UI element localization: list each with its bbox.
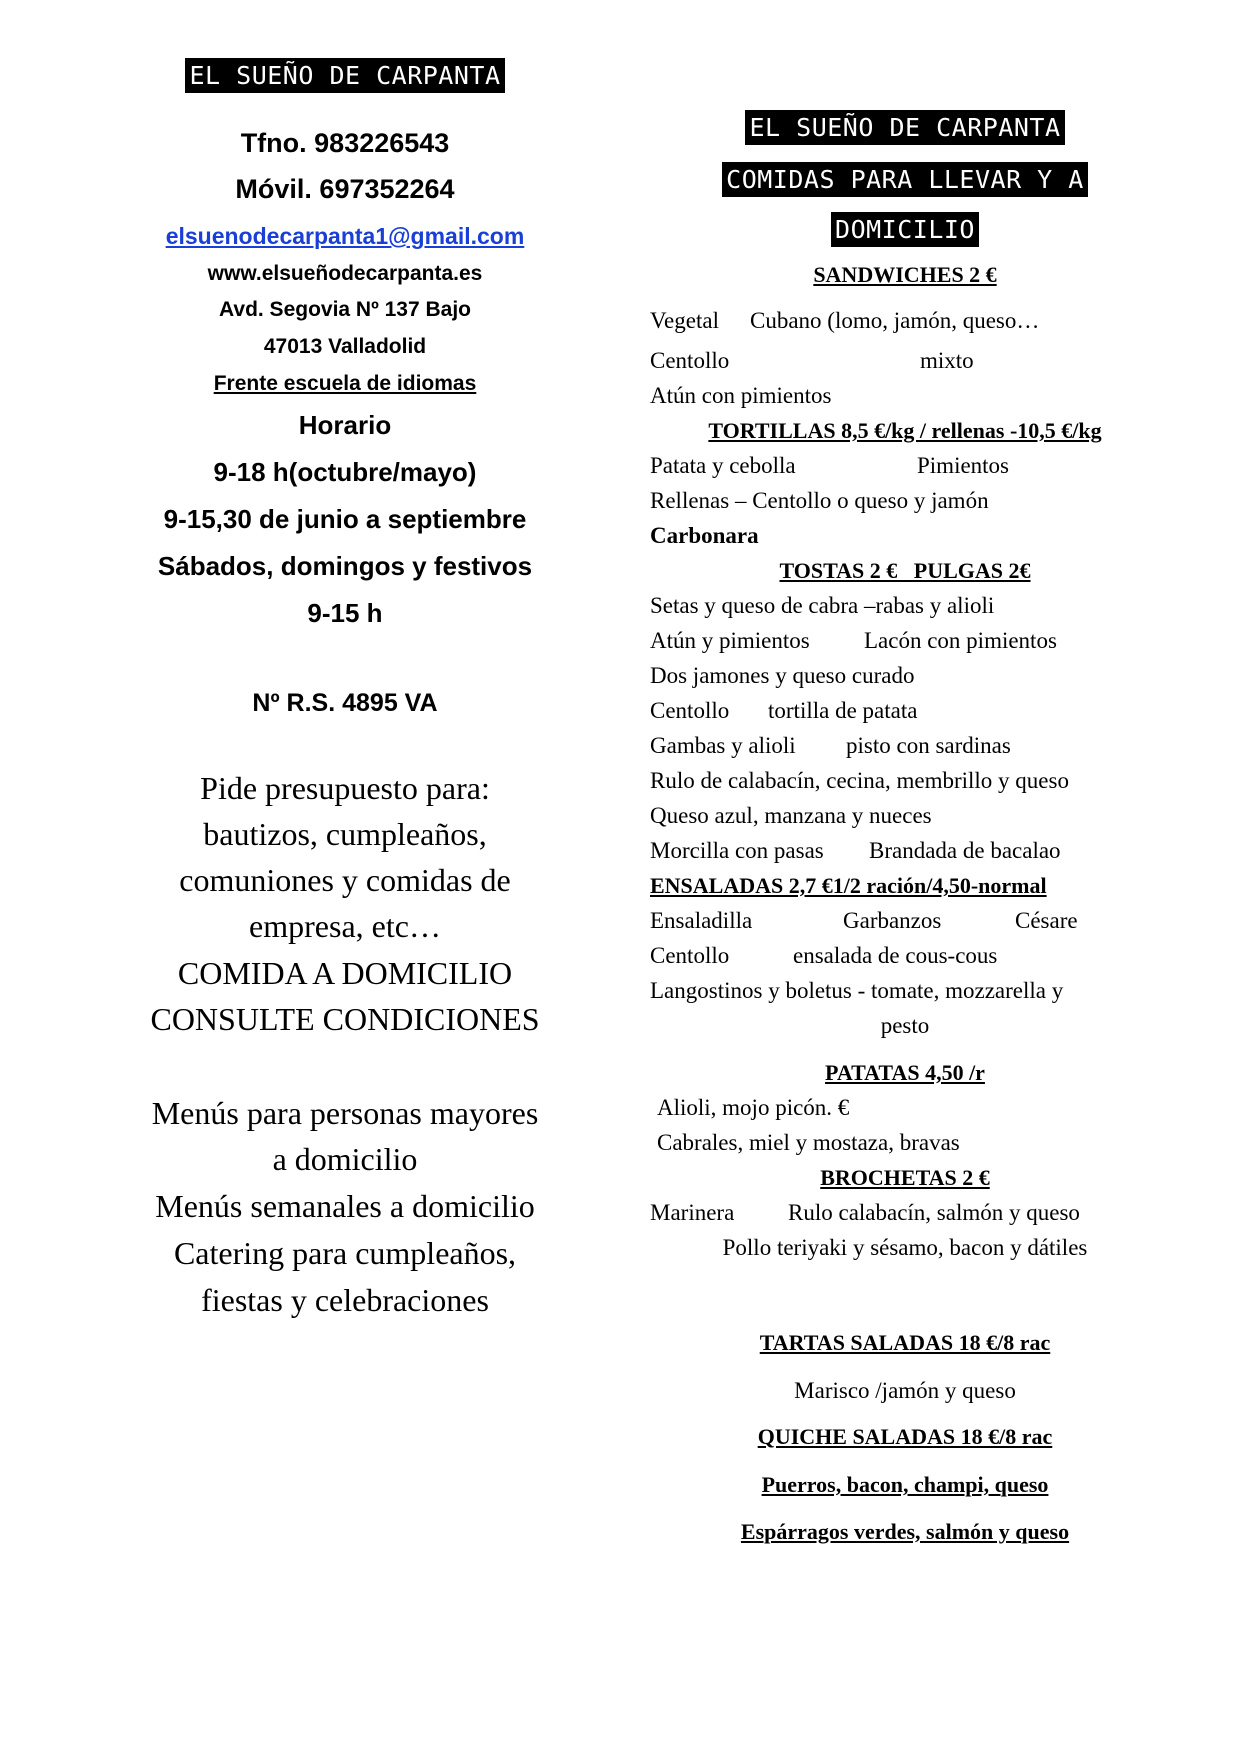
tosta-setas: Setas y queso de cabra –rabas y alioli (650, 593, 995, 618)
website[interactable]: www.elsueñodecarpanta.es (207, 262, 483, 285)
hours-line-2: 9-15,30 de junio a septiembre (163, 504, 527, 534)
tosta-gambas: Gambas y alioli (650, 733, 796, 758)
tosta-morcilla: Morcilla con pasas (650, 838, 824, 863)
tarta-marisco: Marisco /jamón y queso (794, 1378, 1016, 1403)
tortilla-carbonara: Carbonara (650, 523, 759, 548)
quiche-puerros: Puerros, bacon, champi, queso (761, 1472, 1049, 1497)
tosta-brandada: Brandada de bacalao (869, 838, 1061, 863)
ensaladas-heading: ENSALADAS 2,7 €1/2 ración/4,50-normal (650, 873, 1047, 898)
brocheta-pollo: Pollo teriyaki y sésamo, bacon y dátiles (722, 1235, 1088, 1260)
rs-number: Nº R.S. 4895 VA (252, 689, 438, 717)
tostas-heading: TOSTAS 2 € PULGAS 2€ (779, 558, 1031, 583)
brochetas-heading: BROCHETAS 2 € (820, 1165, 990, 1190)
tosta-atun: Atún y pimientos (650, 628, 810, 653)
patatas-alioli: Alioli, mojo picón. € (657, 1095, 850, 1120)
tortilla-patata: Patata y cebolla (650, 453, 796, 478)
service-line-4: Catering para cumpleaños, (173, 1235, 517, 1271)
tartas-heading: TARTAS SALADAS 18 €/8 rac (759, 1330, 1051, 1355)
ensalada-centollo: Centollo (650, 943, 730, 968)
sandwich-cubano: Cubano (lomo, jamón, queso… (750, 308, 1040, 333)
tosta-queso-azul: Queso azul, manzana y nueces (650, 803, 932, 828)
promo-line-6: CONSULTE CONDICIONES (150, 1001, 540, 1037)
sandwich-atun: Atún con pimientos (650, 383, 832, 408)
tortilla-rellenas: Rellenas – Centollo o queso y jamón (650, 488, 989, 513)
hours-line-4: 9-15 h (307, 598, 383, 628)
sandwich-vegetal: Vegetal (650, 308, 719, 333)
tortilla-pimientos: Pimientos (917, 453, 1010, 478)
hours-line-1: 9-18 h(octubre/mayo) (213, 457, 477, 487)
address-line-1: Avd. Segovia Nº 137 Bajo (219, 298, 471, 321)
title-badge-2-wrap (650, 162, 1160, 197)
tosta-tortilla: tortilla de patata (768, 698, 918, 723)
hours-title: Horario (298, 410, 392, 440)
ensalada-cous-cous: ensalada de cous-cous (793, 943, 998, 968)
patatas-heading: PATATAS 4,50 /r (825, 1060, 985, 1085)
sandwich-mixto: mixto (920, 348, 974, 373)
tosta-rulo: Rulo de calabacín, cecina, membrillo y queso (650, 768, 1069, 793)
ensalada-cesare: Césare (1015, 908, 1078, 933)
service-line-3: Menús semanales a domicilio (155, 1188, 535, 1224)
title-badge-1-wrap (650, 110, 1160, 145)
hours-line-3: Sábados, domingos y festivos (157, 551, 533, 581)
title-line-3: DOMICILIO (831, 212, 979, 247)
email-link[interactable]: elsuenodecarpanta1@gmail.com (165, 223, 525, 249)
ensalada-garbanzos: Garbanzos (843, 908, 942, 933)
promo-line-4: empresa, etc… (249, 908, 441, 944)
email-link-wrap (95, 223, 595, 250)
service-line-2: a domicilio (272, 1141, 418, 1177)
tosta-pisto: pisto con sardinas (846, 733, 1011, 758)
brocheta-marinera: Marinera (650, 1200, 735, 1225)
tosta-dos-jamones: Dos jamones y queso curado (650, 663, 915, 688)
tosta-centollo: Centollo (650, 698, 730, 723)
address-line-2: 47013 Valladolid (263, 335, 427, 358)
promo-line-3: comuniones y comidas de (179, 862, 511, 898)
title-badge-3-wrap (650, 212, 1160, 247)
promo-line-1: Pide presupuesto para: (200, 770, 490, 806)
quiche-heading: QUICHE SALADAS 18 €/8 rac (757, 1424, 1053, 1449)
ensalada-pesto: pesto (880, 1013, 930, 1038)
title-line-2: COMIDAS PARA LLEVAR Y A (722, 162, 1088, 197)
promo-line-5: COMIDA A DOMICILIO (177, 955, 513, 991)
brand-name: EL SUEÑO DE CARPANTA (185, 58, 504, 93)
landmark: Frente escuela de idiomas (213, 372, 477, 395)
sandwich-centollo: Centollo (650, 348, 730, 373)
quiche-esparragos: Espárragos verdes, salmón y queso (740, 1519, 1070, 1544)
mobile: Móvil. 697352264 (235, 174, 455, 204)
promo-line-2: bautizos, cumpleaños, (203, 816, 487, 852)
tosta-lacon: Lacón con pimientos (864, 628, 1057, 653)
ensalada-langostinos: Langostinos y boletus - tomate, mozzarella y (650, 978, 1064, 1003)
phone: Tfno. 983226543 (240, 128, 450, 158)
ensalada-ensaladilla: Ensaladilla (650, 908, 753, 933)
service-line-5: fiestas y celebraciones (201, 1282, 489, 1318)
title-line-1: EL SUEÑO DE CARPANTA (745, 110, 1064, 145)
tortillas-heading: TORTILLAS 8,5 €/kg / rellenas -10,5 €/kg (708, 418, 1102, 443)
patatas-cabrales: Cabrales, miel y mostaza, bravas (657, 1130, 960, 1155)
brand-badge-left (95, 58, 595, 93)
service-line-1: Menús para personas mayores (151, 1095, 539, 1131)
sandwiches-heading: SANDWICHES 2 € (813, 262, 997, 287)
brocheta-rulo: Rulo calabacín, salmón y queso (788, 1200, 1080, 1225)
